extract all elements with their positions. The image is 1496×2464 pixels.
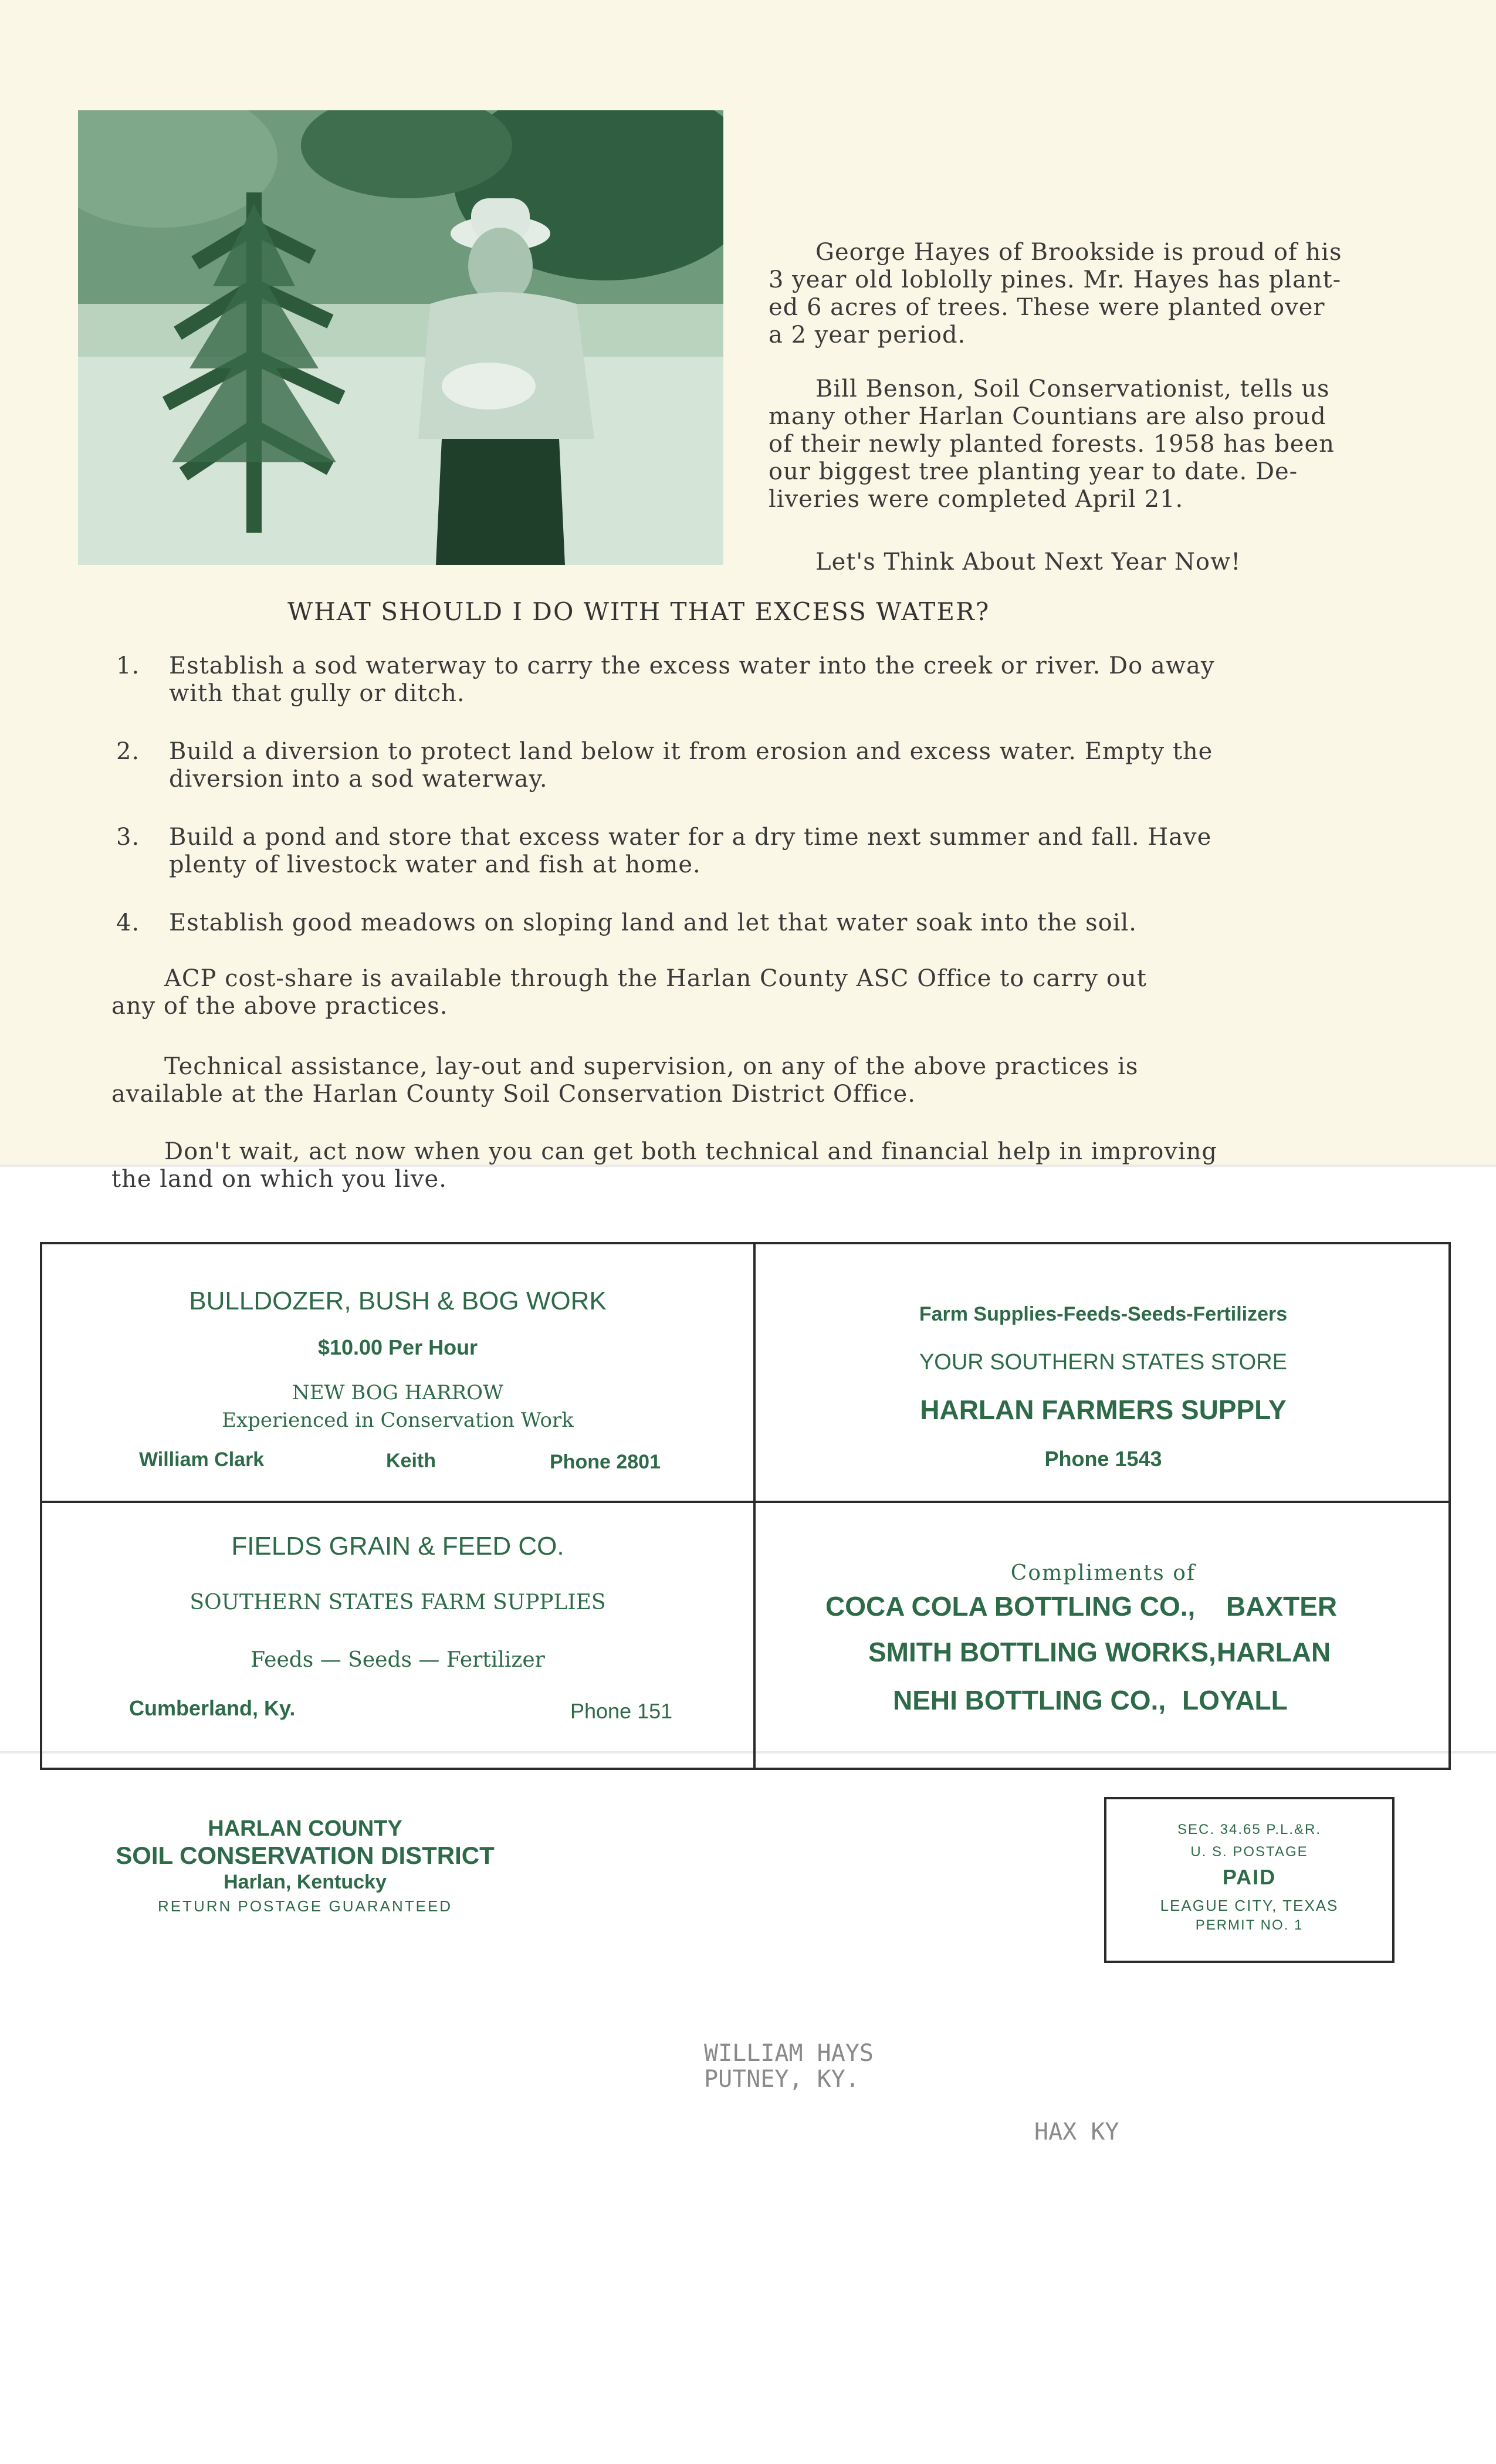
section-heading: WHAT SHOULD I DO WITH THAT EXCESS WATER? (287, 597, 990, 626)
list-item: 1. Establish a sod waterway to carry the excess water into the creek or river. Do away with that gully or ditch. (116, 652, 1215, 707)
ad-cola-line1: Compliments of (1010, 1561, 1196, 1585)
ad-cola-line4a: NEHI BOTTLING CO., (893, 1685, 1166, 1715)
stamp-line-2: U. S. POSTAGE (1190, 1844, 1308, 1860)
list-item: 4. Establish good meadows on sloping land and let that water soak into the soil. (116, 909, 1138, 936)
stamp-line-4: LEAGUE CITY, TEXAS (1160, 1897, 1339, 1914)
ad-cola-line3b: HARLAN (1217, 1637, 1331, 1667)
intro-paragraph-3: Let's Think About Next Year Now! (815, 549, 1241, 576)
ad-fields-line2: Feeds — Seeds — Fertilizer (251, 1648, 545, 1672)
ad-bulldozer-phone: Phone 2801 (550, 1451, 661, 1473)
ad-bulldozer-line1: NEW BOG HARROW (292, 1381, 503, 1404)
ad-fields-line1: SOUTHERN STATES FARM SUPPLIES (189, 1590, 606, 1615)
list-number: 1. (116, 652, 140, 679)
list-number: 4. (116, 909, 140, 936)
ad-cola-line4b: LOYALL (1182, 1685, 1288, 1715)
stamp-line-1: SEC. 34.65 P.L.&R. (1177, 1822, 1321, 1837)
recipient-city: PUTNEY, KY. (704, 2066, 859, 2093)
ad-fields-title: FIELDS GRAIN & FEED CO. (231, 1532, 564, 1561)
ad-bulldozer-title: BULLDOZER, BUSH & BOG WORK (189, 1287, 607, 1315)
postage-permit-box (1104, 1797, 1395, 1963)
sender-line-3: Harlan, Kentucky (224, 1871, 387, 1893)
return-address (111, 1816, 499, 1918)
stamp-line-3: PAID (1222, 1865, 1277, 1889)
photo-man-with-pine (78, 110, 723, 565)
list-number: 2. (116, 738, 140, 765)
ad-fields-phone: Phone 151 (570, 1699, 673, 1723)
ad-bulldozer-place: Keith (386, 1450, 436, 1472)
recipient-address (704, 2040, 874, 2092)
list-item: 3. Build a pond and store that excess water for a dry time next summer and fall. Have plenty of livestock water and fish at home. (116, 824, 1212, 878)
stamp-line-5: PERMIT NO. 1 (1195, 1917, 1304, 1933)
list-number: 3. (116, 824, 140, 851)
ad-bulldozer-name: William Clark (139, 1448, 265, 1471)
ad-cola-line2b: BAXTER (1226, 1591, 1338, 1622)
ad-cola-line3a: SMITH BOTTLING WORKS, (868, 1637, 1216, 1667)
recipient-name: WILLIAM HAYS (704, 2040, 874, 2067)
ad-bulldozer-line2: Experienced in Conservation Work (222, 1409, 574, 1432)
ad-farmers-title: HARLAN FARMERS SUPPLY (920, 1395, 1287, 1425)
body-paragraph: Don't wait, act now when you can get both technical and financial help in improving the land on which you live. (111, 1138, 1218, 1193)
postal-code-mark: HAX KY (1034, 2118, 1119, 2145)
ad-cola-line2a: COCA COLA BOTTLING CO., (825, 1591, 1196, 1622)
sender-line-2: SOIL CONSERVATION DISTRICT (116, 1842, 495, 1869)
sender-line-4: RETURN POSTAGE GUARANTEED (157, 1897, 453, 1915)
divider (42, 1501, 1448, 1503)
sender-line-1: HARLAN COUNTY (208, 1816, 402, 1841)
body-paragraph: ACP cost-share is available through the Harlan County ASC Office to carry out any of the above practices. (111, 965, 1147, 1020)
list-item: 2. Build a diversion to protect land below it from erosion and excess water. Empty the diversion into a sod waterway. (116, 738, 1213, 793)
intro-paragraph-2: Bill Benson, Soil Conservationist, tells us many other Harlan Countians are also proud of their newly planted forests. 1958 has been our biggest tree planting year to date. De- liveries were completed April 21. (769, 375, 1335, 513)
ad-bulldozer-rate: $10.00 Per Hour (317, 1335, 478, 1359)
intro-paragraph-1: George Hayes of Brookside is proud of his 3 year old loblolly pines. Mr. Hayes has plant- ed 6 acres of trees. These were planted over a 2 year period. (769, 239, 1342, 348)
ad-fields-place: Cumberland, Ky. (129, 1696, 296, 1720)
body-paragraph: Technical assistance, lay-out and supervision, on any of the above practices is available at the Harlan County Soil Conservation District Office. (111, 1053, 1139, 1108)
ad-farmers-line1: Farm Supplies-Feeds-Seeds-Fertilizers (919, 1303, 1288, 1325)
ad-farmers-line2: YOUR SOUTHERN STATES STORE (919, 1350, 1288, 1375)
ad-farmers-phone: Phone 1543 (1044, 1447, 1162, 1471)
advertisement-grid (40, 1242, 1451, 1770)
